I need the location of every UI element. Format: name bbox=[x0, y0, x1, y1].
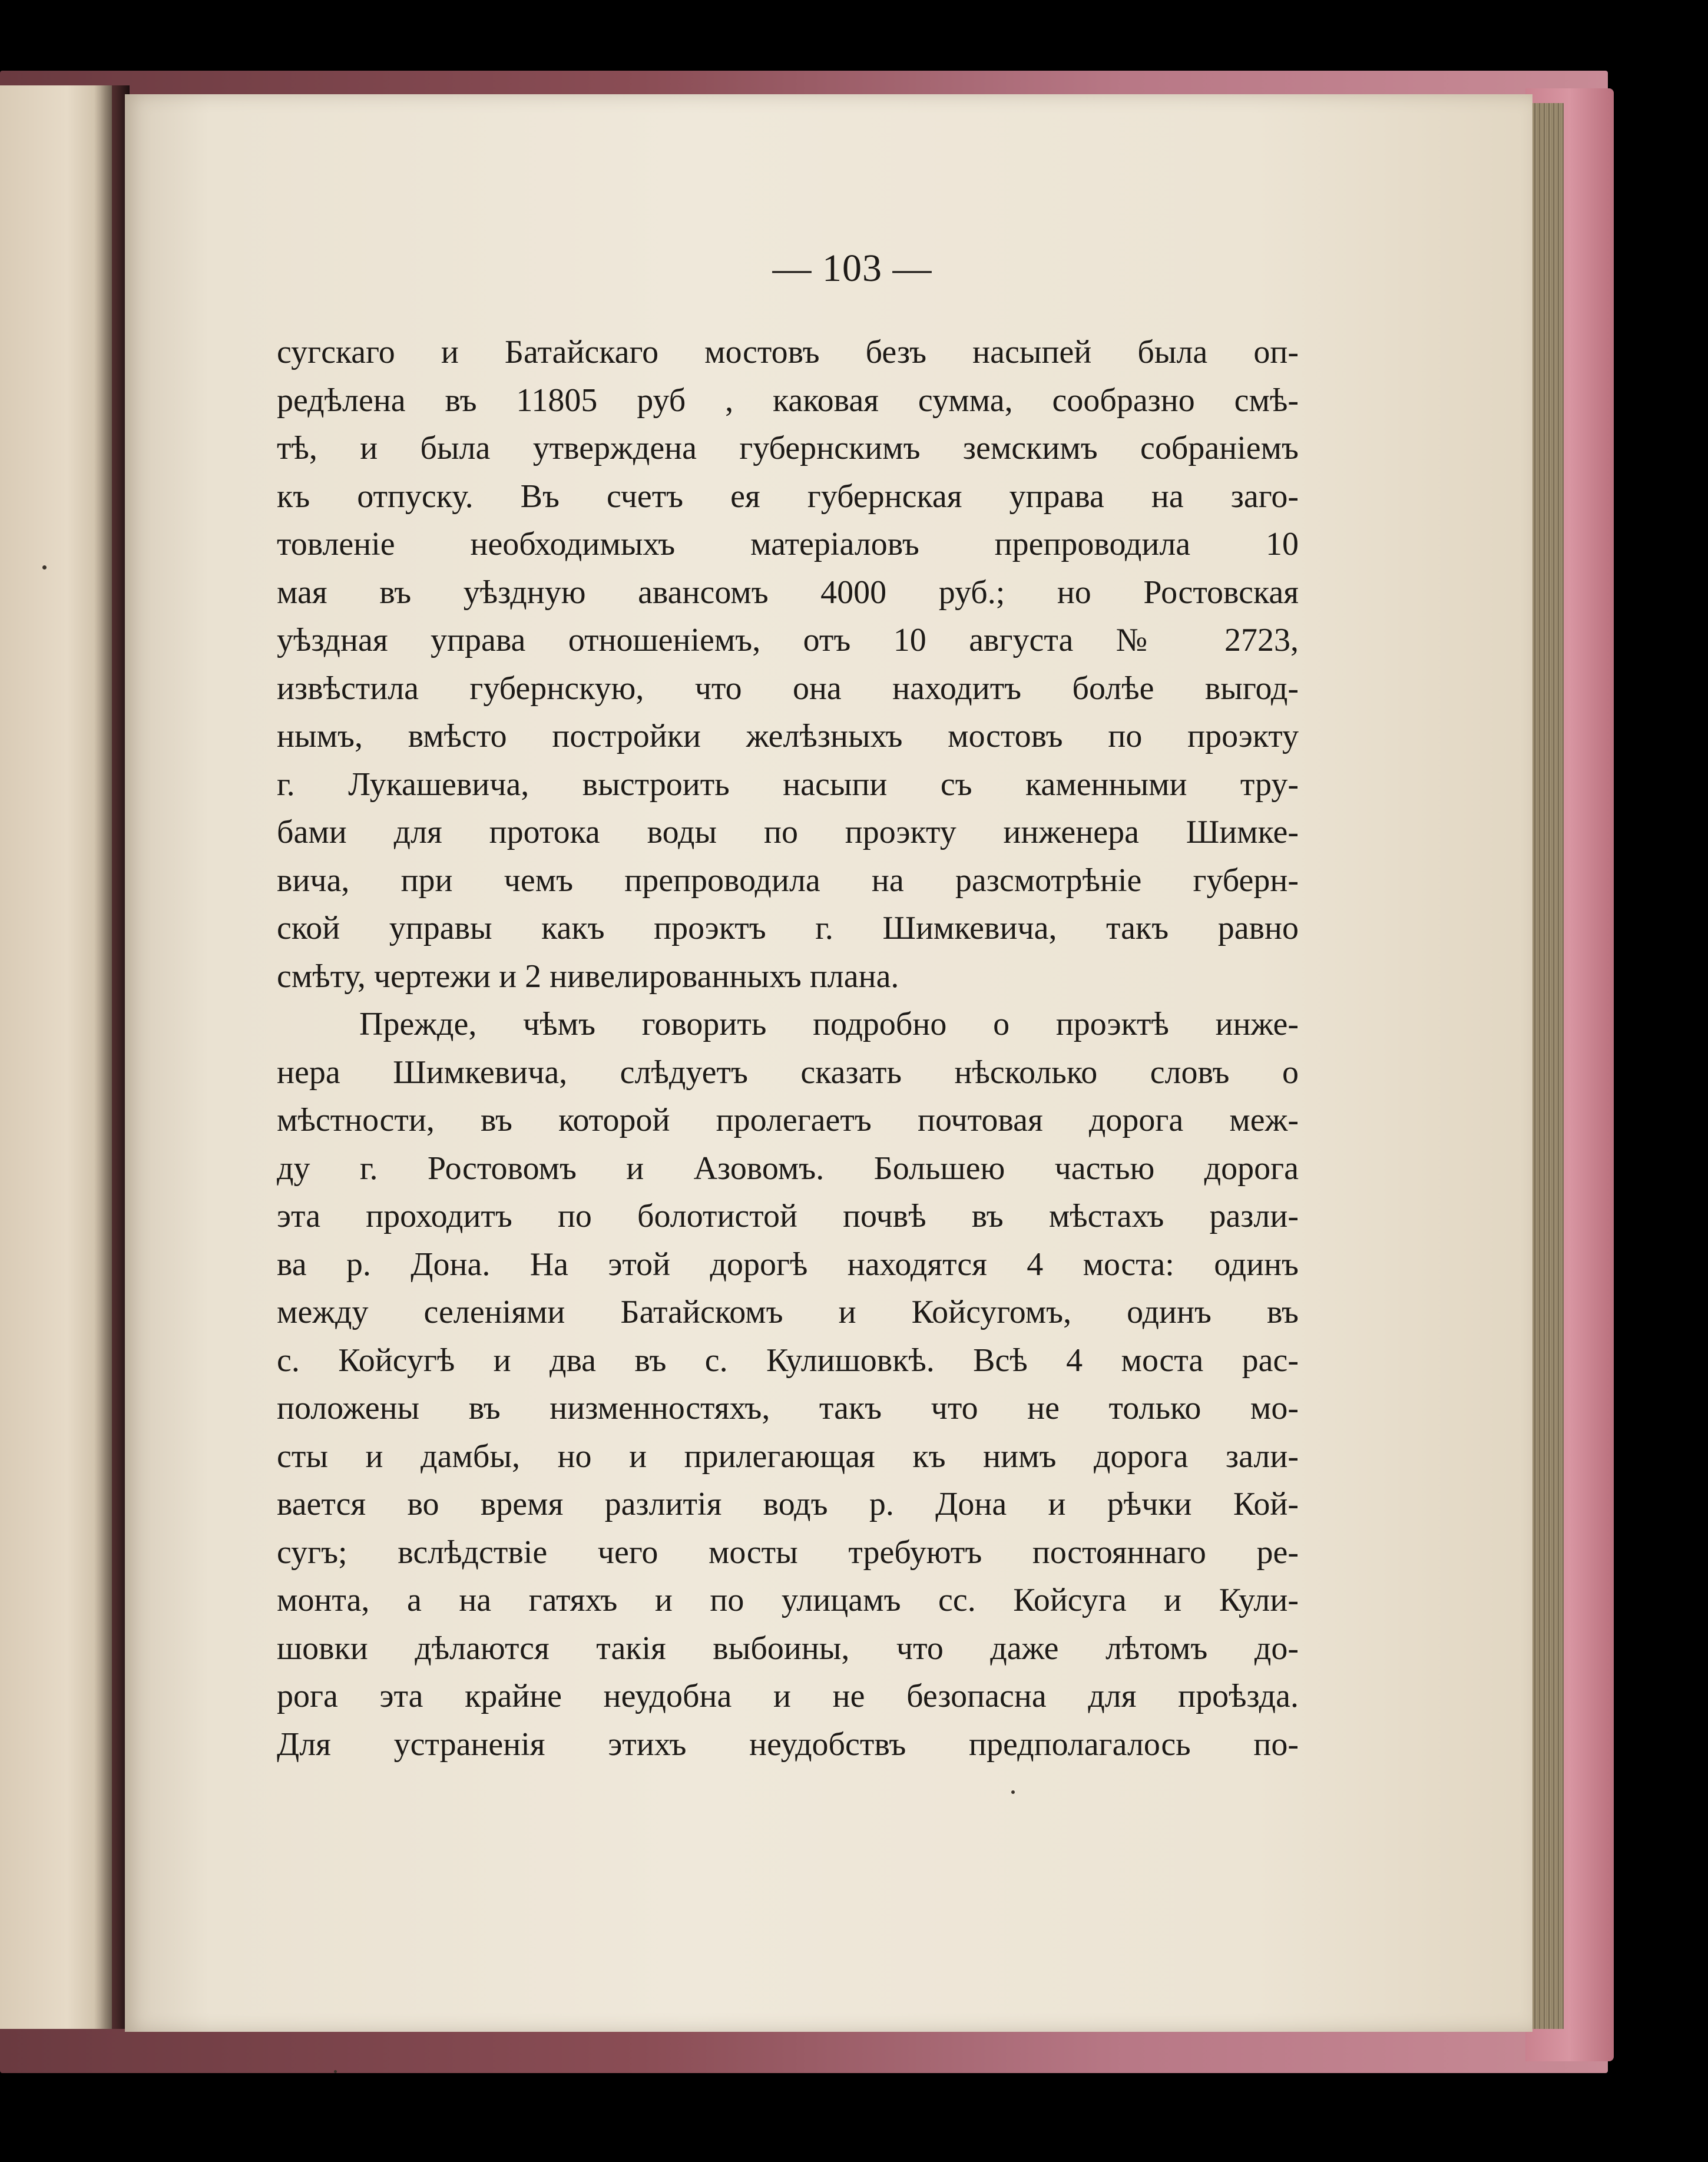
text-line: извѣстила губернскую, что она находитъ болѣе выгод- bbox=[277, 670, 1299, 707]
text-line: монта, а на гатяхъ и по улицамъ сс. Койсуга и Кули- bbox=[277, 1582, 1299, 1618]
text-line: къ отпуску. Въ счетъ ея губернская управа на заго- bbox=[277, 478, 1299, 515]
text-line: нымъ, вмѣсто постройки желѣзныхъ мостовъ по проэкту bbox=[277, 718, 1299, 754]
text-line: рога эта крайне неудобна и не безопасна для проѣзда. bbox=[277, 1678, 1299, 1714]
text-line: между селеніями Батайскомъ и Койсугомъ, одинъ въ bbox=[277, 1294, 1299, 1330]
text-line: положены въ низменностяхъ, такъ что не только мо- bbox=[277, 1390, 1299, 1426]
text-line: г. Лукашевича, выстроить насыпи съ каменными тру- bbox=[277, 766, 1299, 803]
book-page bbox=[125, 94, 1532, 2032]
paragraph-start-line: Прежде, чѣмъ говорить подробно о проэктѣ инже- bbox=[359, 1006, 1299, 1042]
text-line: Для устраненія этихъ неудобствъ предполагалось по- bbox=[277, 1726, 1299, 1763]
text-line: сты и дамбы, но и прилегающая къ нимъ дорога зали- bbox=[277, 1438, 1299, 1475]
text-line: ской управы какъ проэктъ г. Шимкевича, такъ равно bbox=[277, 910, 1299, 946]
text-line: вича, при чемъ препроводила на разсмотрѣніе губерн- bbox=[277, 862, 1299, 899]
text-line: тѣ, и была утверждена губернскимъ земскимъ собраніемъ bbox=[277, 430, 1299, 466]
text-line: редѣлена въ 11805 руб , каковая сумма, сообразно смѣ- bbox=[277, 382, 1299, 419]
text-line: бами для протока воды по проэкту инженера Шимке- bbox=[277, 814, 1299, 850]
page-text bbox=[277, 329, 1299, 1769]
text-line: нера Шимкевича, слѣдуетъ сказать нѣсколько словъ о bbox=[277, 1054, 1299, 1091]
paragraph-end-line: смѣту, чертежи и 2 нивелированныхъ плана. bbox=[277, 958, 899, 995]
paper-speck bbox=[42, 565, 47, 570]
paper-speck bbox=[1011, 1790, 1015, 1794]
text-line: мая въ уѣздную авансомъ 4000 руб.; но Ростовская bbox=[277, 574, 1299, 611]
text-line: ва р. Дона. На этой дорогѣ находятся 4 моста: одинъ bbox=[277, 1246, 1299, 1283]
text-line: эта проходитъ по болотистой почвѣ въ мѣстахъ разли- bbox=[277, 1198, 1299, 1234]
text-line: шовки дѣлаются такія выбоины, что даже лѣтомъ до- bbox=[277, 1630, 1299, 1667]
text-line: уѣздная управа отношеніемъ, отъ 10 августа № 2723, bbox=[277, 622, 1299, 658]
text-line: мѣстности, въ которой пролегаетъ почтовая дорога меж- bbox=[277, 1102, 1299, 1138]
text-line: товленіе необходимыхъ матеріаловъ препроводила 10 bbox=[277, 526, 1299, 562]
text-line: вается во время разлитія водъ р. Дона и рѣчки Кой- bbox=[277, 1486, 1299, 1522]
text-line: с. Койсугѣ и два въ с. Кулишовкѣ. Всѣ 4 моста рас- bbox=[277, 1342, 1299, 1379]
gutter-shadow bbox=[94, 85, 130, 2029]
page-number: — 103 — bbox=[772, 247, 932, 290]
text-line: сугъ; вслѣдствіе чего мосты требуютъ постояннаго ре- bbox=[277, 1534, 1299, 1571]
text-line: сугскаго и Батайскаго мостовъ безъ насыпей была оп- bbox=[277, 334, 1299, 370]
paper-speck bbox=[334, 2070, 337, 2073]
text-line: ду г. Ростовомъ и Азовомъ. Большею частью дорога bbox=[277, 1150, 1299, 1187]
